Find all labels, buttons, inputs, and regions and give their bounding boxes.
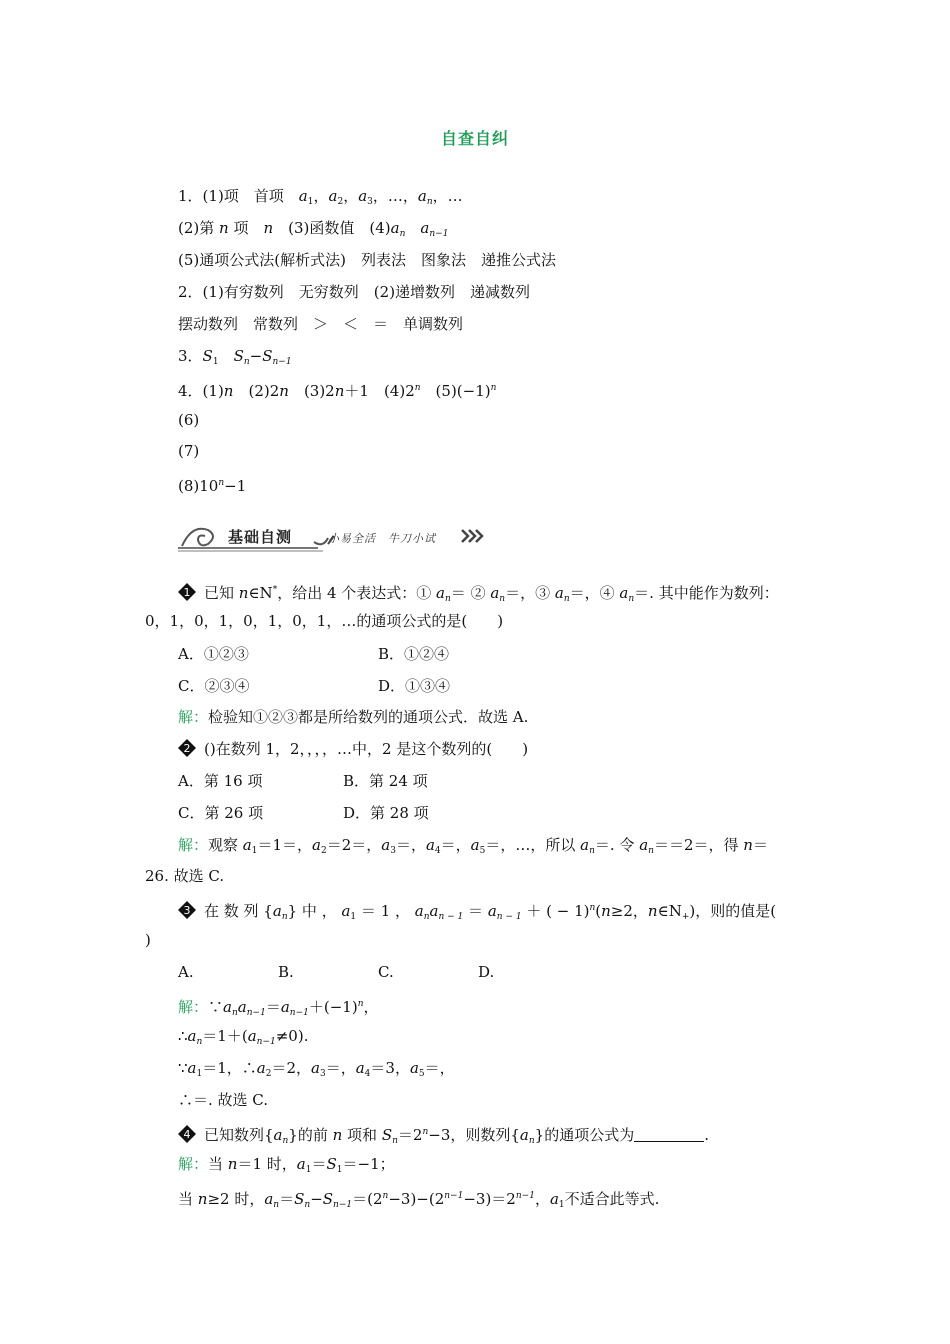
text: ∈N (657, 902, 682, 920)
text: }的通项公式为 (534, 1126, 635, 1144)
text: ＝，…，所以 (485, 836, 581, 854)
var: a (358, 187, 368, 205)
sub: n (392, 1136, 398, 1146)
text: ≥2 时， (207, 1190, 265, 1208)
sub: 2 (337, 197, 344, 207)
var: a (242, 836, 252, 854)
q3-option-d: D. (478, 963, 495, 981)
text: . (704, 1126, 709, 1144)
question-number-1-icon (178, 583, 196, 601)
text: ＝ (752, 836, 768, 854)
solution-label: 解： (178, 836, 209, 854)
text: −3)＝2 (463, 1190, 516, 1208)
var: S (262, 347, 273, 365)
answer-blank[interactable] (634, 1127, 704, 1142)
text: (3)2 (288, 382, 335, 400)
text: ＝−1； (342, 1155, 395, 1173)
sub: 1 (196, 1069, 203, 1079)
var: a (341, 902, 351, 920)
q2-option-d: D．第 28 项 (343, 804, 429, 822)
sub: n (528, 1136, 535, 1146)
answer-line-2 (178, 218, 448, 244)
sub: 1 (212, 357, 219, 367)
sub: n−1 (289, 1008, 309, 1018)
text: 不适合此等式. (564, 1190, 660, 1208)
text: (2)第 (178, 219, 220, 237)
sub: 1 (305, 1165, 312, 1175)
var: a (549, 1190, 559, 1208)
sub: 1 (251, 846, 258, 856)
sub: 5 (479, 846, 486, 856)
q3-solution-4: ∴＝. 故选 C. (178, 1091, 269, 1109)
sup: n (589, 903, 596, 913)
svg-text:2: 2 (183, 742, 191, 755)
sup: n (382, 1191, 389, 1201)
var: n (197, 1190, 208, 1208)
sub: n − 1 (438, 912, 464, 922)
text: ＝，④ (569, 584, 620, 602)
sub: n (589, 846, 595, 856)
answer-line-10 (178, 473, 246, 496)
section-title: 自查自纠 (440, 129, 509, 148)
var: n (263, 219, 274, 237)
var: a (296, 1155, 306, 1173)
sup: n (414, 383, 421, 393)
text: ∵ (178, 1059, 188, 1077)
answer-line-7 (178, 378, 496, 401)
text: − (310, 1190, 323, 1208)
text: ，… (432, 187, 463, 205)
text: } 中 ， (287, 902, 342, 920)
var: a (312, 836, 321, 854)
question-number-3-icon (178, 901, 196, 919)
sub: + (681, 912, 690, 922)
answer-line-3: (5)通项公式法(解析式法) 列表法 图象法 递推公式法 (178, 251, 556, 269)
text: ＝(2 (352, 1190, 383, 1208)
q3-solution-3 (178, 1058, 455, 1084)
var: a (328, 187, 338, 205)
text: 当 (178, 1190, 198, 1208)
text: 1．(1)项 首项 (178, 187, 299, 205)
var: S (326, 1155, 337, 1173)
text: 在 数 列 { (204, 902, 273, 920)
text (219, 347, 234, 365)
var: a (187, 1027, 197, 1045)
text: ＝1＋( (202, 1027, 248, 1045)
sub: n (243, 357, 250, 367)
q3-solution-2 (178, 1026, 308, 1052)
var: n (332, 1126, 343, 1144)
q2-option-b: B．第 24 项 (343, 772, 428, 790)
var: a (619, 584, 629, 602)
text: −1 (224, 477, 247, 495)
text: ＝， (440, 836, 471, 854)
var: a (298, 187, 308, 205)
var: a (311, 1059, 320, 1077)
sub: n (304, 1200, 311, 1210)
q3-solution-1 (178, 994, 379, 1023)
text: −3，则数列{ (428, 1126, 520, 1144)
var: n (279, 382, 289, 400)
sub: 4 (364, 1069, 371, 1079)
var: n (219, 219, 229, 237)
var: S (202, 347, 213, 365)
answer-line-6 (178, 346, 292, 372)
text: ，…， (372, 187, 418, 205)
sup: n (218, 478, 225, 488)
q3-option-a: A. (178, 963, 194, 981)
var: S (294, 1190, 305, 1208)
text: ＝ (311, 1155, 327, 1173)
sup: n−1 (515, 1191, 535, 1201)
q3-option-c: C. (378, 963, 394, 981)
q4-solution-2 (178, 1186, 659, 1215)
text: (8)10 (178, 477, 219, 495)
text: ＝，③ (505, 584, 555, 602)
text: ( (595, 902, 602, 920)
sub: 1 (350, 912, 357, 922)
text: ≠0). (275, 1027, 309, 1045)
var: a (247, 1027, 257, 1045)
text: ， (363, 998, 379, 1016)
svg-text:1: 1 (183, 586, 191, 599)
text: }的前 (288, 1126, 333, 1144)
var: n (227, 1155, 238, 1173)
var: a (272, 902, 282, 920)
text: ＝1 时， (237, 1155, 297, 1173)
text: −3)−(2 (388, 1190, 445, 1208)
sub: n (282, 1136, 289, 1146)
text: ＝3， (370, 1059, 410, 1077)
text: ＝， (424, 1059, 455, 1077)
q1-option-d: D．①③④ (378, 677, 451, 695)
text: ＝， (325, 1059, 356, 1077)
sup: n (490, 383, 497, 393)
text (405, 219, 420, 237)
var: a (264, 1190, 274, 1208)
var: a (381, 836, 391, 854)
text: 项 (228, 219, 264, 237)
sub: n (281, 912, 288, 922)
sub: n−1 (246, 1008, 266, 1018)
text: ＝1，∴ (202, 1059, 257, 1077)
question-1-stem (178, 580, 779, 609)
section-banner (178, 520, 508, 554)
var: a (390, 219, 400, 237)
text: ＝ (463, 902, 488, 920)
answer-line-8: (6) (178, 411, 200, 429)
text: ＋1 (4)2 (344, 382, 415, 400)
text: ＝2， (271, 1059, 312, 1077)
var: a (420, 219, 430, 237)
var: n (334, 382, 345, 400)
text: 当 (208, 1155, 228, 1173)
text: ∵ (208, 998, 224, 1016)
question-3-stem-2: ) (145, 931, 151, 949)
q1-option-a: A．①②③ (178, 645, 249, 663)
sub: n (648, 846, 654, 856)
question-number-2-icon (178, 739, 196, 757)
solution-label: 解： (178, 998, 209, 1016)
q2-solution-2: 26. 故选 C. (145, 867, 225, 885)
text: (2)2 (233, 382, 280, 400)
question-1-stem-2: 0，1，0，1，0，1，0，1，…的通项公式的是( ) (145, 612, 504, 630)
sub: 1 (336, 1165, 343, 1175)
var: a (470, 836, 480, 854)
text: ＋ ( − 1) (521, 902, 590, 920)
sub: n (273, 1200, 280, 1210)
var: n (223, 382, 234, 400)
var: a (554, 584, 564, 602)
sub: 3 (367, 197, 373, 207)
var: n (238, 584, 249, 602)
text: ＝， (395, 836, 426, 854)
sup: n (357, 999, 364, 1009)
sub: n−1 (333, 1200, 353, 1210)
text: ， (313, 187, 329, 205)
sub: 5 (418, 1069, 425, 1079)
text: ， (534, 1190, 550, 1208)
text: 观察 (208, 836, 243, 854)
question-2-stem (178, 739, 528, 759)
sup: n (422, 1127, 429, 1137)
var: a (519, 1126, 529, 1144)
text: ∴ (178, 1027, 188, 1045)
var: a (487, 902, 497, 920)
q2-option-a: A．第 16 项 (178, 772, 263, 790)
sup: * (272, 585, 278, 595)
text: ， (343, 187, 359, 205)
text: ＝. 令 (594, 836, 640, 854)
var: a (187, 1059, 197, 1077)
sub: n (231, 1008, 238, 1018)
var: a (425, 836, 435, 854)
text: ≥2， (610, 902, 648, 920)
q1-option-c: C．②③④ (178, 677, 250, 695)
var: S (381, 1126, 393, 1144)
var: a (490, 584, 500, 602)
var: a (436, 584, 445, 602)
sub: 4 (434, 846, 441, 856)
banner-label: 基础自测 (228, 528, 293, 546)
text: − (249, 347, 263, 365)
var: a (237, 998, 247, 1016)
q1-option-b: B．①②④ (378, 645, 450, 663)
sub: n (423, 912, 430, 922)
var: a (256, 1059, 266, 1077)
text: ＝. 其中能作为数列： (634, 584, 779, 602)
var: S (322, 1190, 334, 1208)
q2-option-c: C．第 26 项 (178, 804, 264, 822)
answer-line-5: 摆动数列 常数列 ＞ ＜ ＝ 单调数列 (178, 315, 464, 333)
sup: n−1 (444, 1191, 464, 1201)
text: ＝ (265, 998, 281, 1016)
var: a (355, 1059, 365, 1077)
answer-line-1 (178, 186, 463, 212)
sub: 1 (307, 197, 314, 207)
text: 已知数列{ (204, 1126, 274, 1144)
var: n (647, 902, 658, 920)
var: a (409, 1059, 419, 1077)
solution-label: 解： (178, 708, 209, 726)
q4-solution-1 (178, 1154, 395, 1180)
solution-label: 解： (178, 1155, 209, 1173)
var: n (601, 902, 611, 920)
sub: n − 1 (496, 912, 522, 922)
answer-line-9: (7) (178, 442, 200, 460)
sub: n−1 (429, 229, 449, 239)
var: a (414, 902, 424, 920)
text: ＝ (279, 1190, 295, 1208)
sub: n (499, 594, 506, 604)
text: 已知 (204, 584, 239, 602)
text: 4．(1) (178, 382, 224, 400)
sub: 1 (558, 1200, 565, 1210)
text: ＝ ② (450, 584, 491, 602)
var: S (233, 347, 244, 365)
sub: n (399, 229, 406, 239)
question-number-4-icon (178, 1125, 196, 1143)
var: a (223, 998, 232, 1016)
svg-text:3: 3 (183, 904, 191, 917)
text: ()在数列 1，2，，，，…中，2 是这个数列的( ) (204, 740, 529, 758)
sub: n (445, 594, 451, 604)
text: )，则的值是( (689, 902, 777, 920)
sub: n−1 (272, 357, 292, 367)
sub: n−1 (256, 1037, 276, 1047)
var: a (580, 836, 590, 854)
text: ＝＝2＝，得 (653, 836, 744, 854)
var: a (429, 902, 439, 920)
text: ＝1＝， (257, 836, 313, 854)
answer-line-4: 2．(1)有穷数列 无穷数列 (2)递增数列 递减数列 (178, 283, 531, 301)
text: ＝2 (397, 1126, 423, 1144)
svg-text:4: 4 (183, 1128, 191, 1141)
var: a (639, 836, 649, 854)
q2-solution (178, 835, 768, 861)
sub: n (563, 594, 570, 604)
text: (3)函数值 (4) (273, 219, 391, 237)
question-4-stem (178, 1122, 709, 1151)
text: ＝ 1 ， (356, 902, 415, 920)
q3-option-b: B. (278, 963, 294, 981)
sub: 3 (390, 846, 396, 856)
var: a (280, 998, 290, 1016)
banner-subtitle: 小易全活 牛刀小试 (328, 532, 436, 545)
var: a (417, 187, 427, 205)
text: ＋(−1) (308, 998, 358, 1016)
text: 检验知①②③都是所给数列的通项公式．故选 A. (208, 708, 529, 726)
text: (5)(−1) (420, 382, 491, 400)
text: ∈N (248, 584, 273, 602)
text: 3． (178, 347, 203, 365)
question-3-stem (178, 898, 776, 927)
text: ，给出 4 个表达式：① (277, 584, 437, 602)
var: a (273, 1126, 283, 1144)
text: ＝2＝， (326, 836, 382, 854)
sub: n (426, 197, 433, 207)
sub: n (628, 594, 635, 604)
sub: 2 (265, 1069, 272, 1079)
sub: n (196, 1037, 203, 1047)
q1-solution (178, 707, 528, 727)
sub: 3 (319, 1069, 326, 1079)
text: 项和 (342, 1126, 382, 1144)
sub: 2 (320, 846, 327, 856)
var: n (743, 836, 753, 854)
